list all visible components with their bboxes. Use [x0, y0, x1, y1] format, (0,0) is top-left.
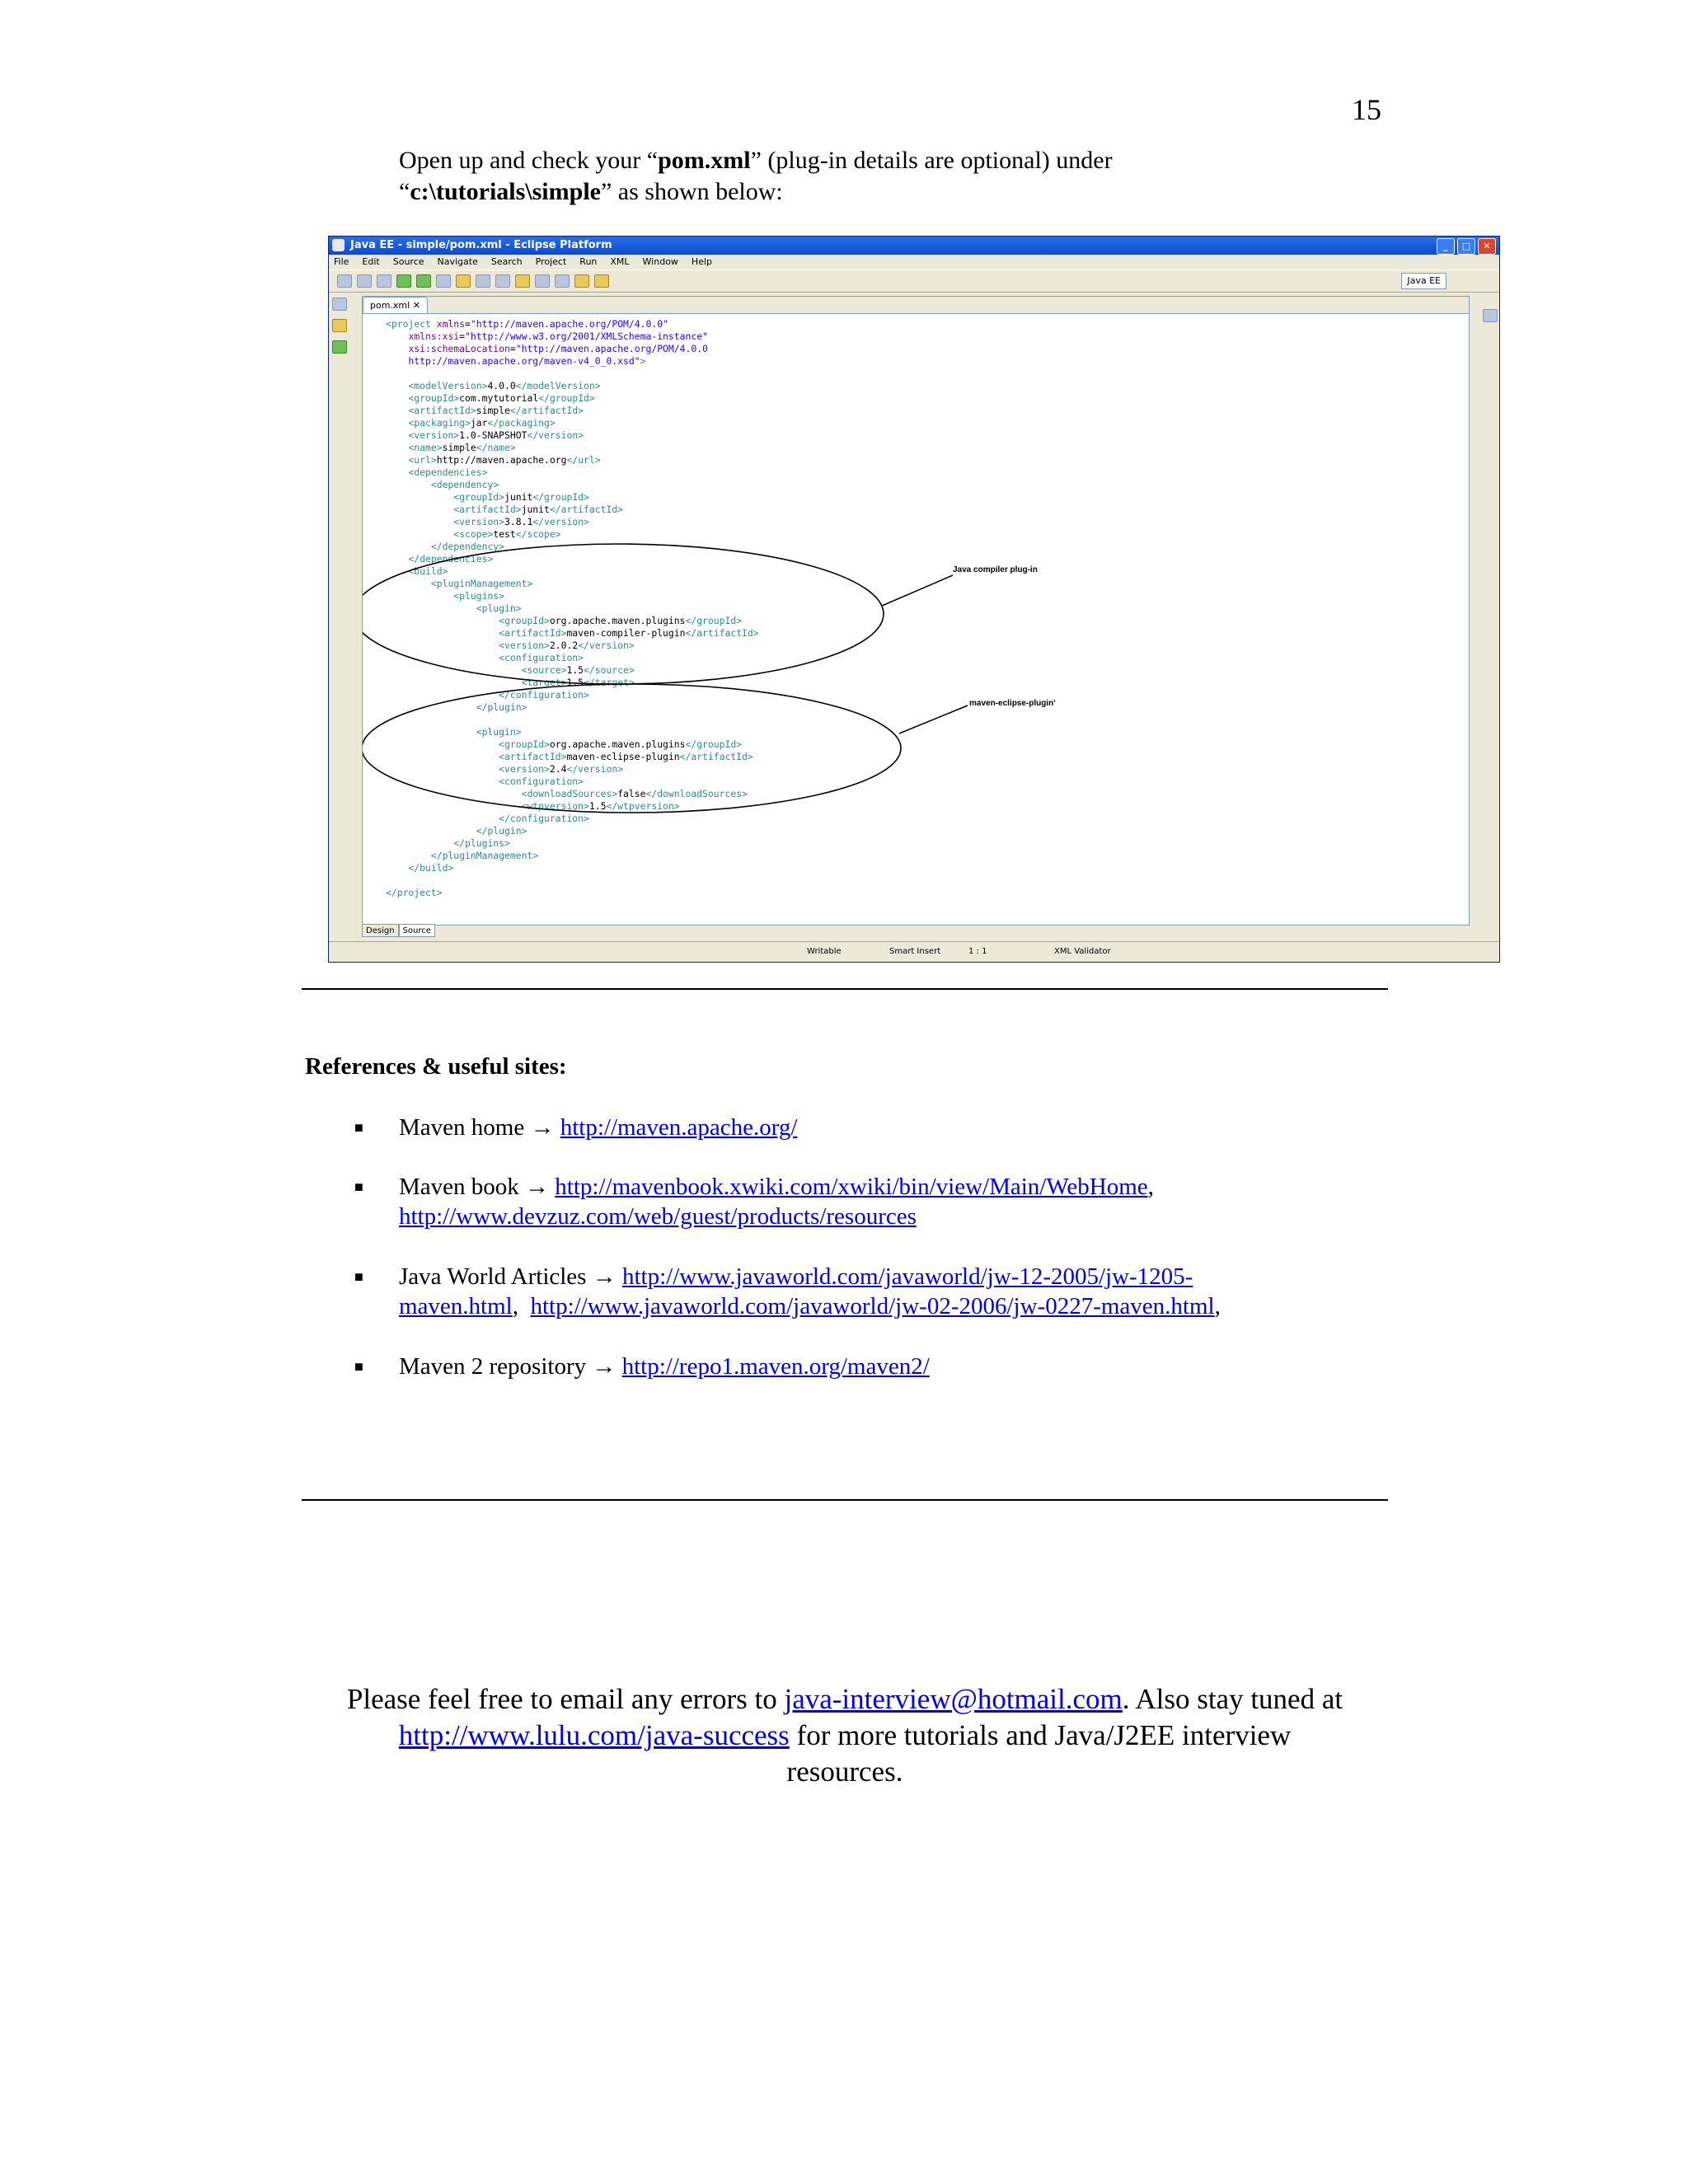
minimize-button[interactable]: _: [1437, 238, 1455, 255]
window-titlebar: [329, 237, 1499, 255]
close-button[interactable]: ✕: [1478, 238, 1496, 255]
lulu-link[interactable]: http://www.lulu.com/java-success: [398, 1719, 790, 1751]
new-icon[interactable]: [337, 274, 352, 288]
link-javaworld-2006[interactable]: http://www.javaworld.com/javaworld/jw-02-2006/jw-0227-maven.html: [530, 1293, 1215, 1319]
bullet-icon: ■: [354, 1268, 363, 1285]
menu-bar: [329, 255, 1499, 269]
divider-bottom: [302, 1499, 1388, 1501]
code-line: </configuration>: [499, 689, 589, 701]
code-line: <version>1.0-SNAPSHOT</version>: [408, 429, 584, 441]
reference-item-maven-repo: ■ Maven 2 repository → http://repo1.maven.org/maven2/: [354, 1353, 930, 1380]
status-writable: Writable: [807, 947, 842, 956]
code-line: http://maven.apache.org/maven-v4_0_0.xsd">: [386, 355, 646, 367]
email-link[interactable]: java-interview@hotmail.com: [784, 1683, 1123, 1715]
code-line: <name>simple</name>: [408, 442, 516, 453]
menu-file[interactable]: File: [334, 256, 349, 267]
search-icon[interactable]: [495, 274, 510, 288]
print-icon[interactable]: [377, 274, 392, 288]
menu-run[interactable]: Run: [579, 256, 598, 267]
code-line: <build>: [408, 565, 448, 577]
window-title: Java EE - simple/pom.xml - Eclipse Platform: [350, 239, 612, 251]
compiler-callout-line: [882, 575, 953, 606]
menu-search[interactable]: Search: [490, 256, 523, 267]
bullet-icon: ■: [354, 1119, 363, 1136]
code-line: </plugins>: [453, 837, 510, 849]
menu-help[interactable]: Help: [691, 256, 712, 267]
code-line: <dependency>: [430, 479, 499, 490]
restore-icon[interactable]: [332, 298, 347, 311]
annotation-overlay: [363, 297, 1469, 925]
code-line: <url>http://maven.apache.org</url>: [408, 454, 601, 466]
run-icon[interactable]: [416, 274, 431, 288]
outline-icon[interactable]: [1483, 309, 1498, 322]
code-line: xmlns:xsi="http://www.w3.org/2001/XMLSchema-instance": [408, 330, 708, 342]
status-cursor-position: 1 : 1: [968, 947, 987, 956]
left-trim: [329, 293, 349, 935]
intro-paragraph: Open up and check your “pom.xml” (plug-in details are optional) under “c:\tutorials\simple” as shown below:: [399, 147, 1113, 205]
save-icon[interactable]: [357, 274, 372, 288]
debug-icon[interactable]: [396, 274, 411, 288]
menu-navigate[interactable]: Navigate: [437, 256, 478, 267]
code-line: <groupId>org.apache.maven.plugins</groupId>: [499, 738, 743, 750]
code-line: </plugin>: [476, 825, 528, 837]
eclipse-icon: [332, 239, 345, 251]
code-line: <packaging>jar</packaging>: [408, 417, 556, 429]
code-line: <downloadSources>false</downloadSources>: [521, 788, 748, 799]
code-line: <plugin>: [476, 726, 522, 738]
code-line: <source>1.5</source>: [521, 664, 635, 676]
hierarchy-icon[interactable]: [332, 340, 347, 354]
eclipse-screenshot: [328, 236, 1500, 963]
bullet-icon: ■: [354, 1358, 363, 1375]
code-line: <groupId>junit</groupId>: [453, 491, 589, 503]
perspective-java-ee[interactable]: Java EE: [1401, 273, 1447, 289]
tab-source[interactable]: Source: [399, 924, 435, 937]
next-annotation-icon[interactable]: [555, 274, 570, 288]
code-line: <project xmlns="http://maven.apache.org/POM/4.0.0": [386, 318, 668, 330]
code-line: <pluginManagement>: [430, 578, 533, 589]
code-line: <scope>test</scope>: [453, 528, 561, 540]
code-line: </configuration>: [499, 813, 589, 824]
code-line: </build>: [408, 862, 454, 874]
reference-item-maven-book: ■ Maven book → http://mavenbook.xwiki.com/xwiki/bin/view/Main/WebHome, http://www.devzuz.com/web/guest/products/resources: [354, 1174, 1154, 1230]
link-devzuz[interactable]: http://www.devzuz.com/web/guest/products/resources: [399, 1203, 917, 1230]
divider-top: [302, 988, 1388, 990]
code-line: <configuration>: [499, 776, 584, 787]
eclipse-plugin-ellipse: [363, 684, 901, 813]
project-explorer-icon[interactable]: [332, 319, 347, 332]
menu-project[interactable]: Project: [535, 256, 567, 267]
status-validator: XML Validator: [1054, 947, 1111, 956]
code-line: </pluginManagement>: [430, 850, 539, 861]
menu-source[interactable]: Source: [392, 256, 424, 267]
right-trim: [1479, 293, 1499, 935]
tab-design[interactable]: Design: [362, 924, 399, 937]
xml-editor[interactable]: [362, 296, 1470, 926]
references-heading: References & useful sites:: [305, 1053, 567, 1080]
code-line: <target>1.5</target>: [521, 677, 635, 688]
code-line: <plugins>: [453, 590, 505, 602]
forward-icon[interactable]: [594, 274, 609, 288]
annotation-compiler-plugin: Java compiler plug-in: [953, 565, 1038, 574]
link-javaworld-2005[interactable]: http://www.javaworld.com/javaworld/jw-12-2005/jw-1205- maven.html: [399, 1263, 1193, 1319]
editor-bottom-tabs: [362, 924, 435, 937]
code-line: <groupId>org.apache.maven.plugins</groupId>: [499, 615, 743, 626]
status-insert-mode: Smart Insert: [889, 947, 941, 956]
annotation-eclipse-plugin: maven-eclipse-plugin': [969, 699, 1056, 708]
link-maven-book[interactable]: http://mavenbook.xwiki.com/xwiki/bin/view/Main/WebHome: [555, 1174, 1148, 1200]
code-line: <artifactId>maven-compiler-plugin</artifactId>: [499, 627, 759, 639]
code-line: <configuration>: [499, 652, 584, 663]
status-bar: [329, 941, 1499, 962]
code-line: <version>3.8.1</version>: [453, 516, 589, 527]
folder-icon[interactable]: [515, 274, 530, 288]
code-line: <version>2.0.2</version>: [499, 640, 635, 651]
new-server-icon[interactable]: [456, 274, 471, 288]
tab-pom-xml[interactable]: pom.xml ✕: [363, 297, 428, 313]
code-line: <version>2.4</version>: [499, 763, 624, 775]
reference-item-javaworld: ■ Java World Articles → http://www.javaworld.com/javaworld/jw-12-2005/jw-1205- maven.html, http://www.javaworld.com/javaworld/jw-02-2006/jw-0227-maven.html,: [354, 1263, 1221, 1319]
open-type-icon[interactable]: [476, 274, 490, 288]
code-line: <artifactId>junit</artifactId>: [453, 504, 624, 515]
reference-item-maven-home: ■ Maven home → http://maven.apache.org/: [354, 1114, 798, 1141]
code-line: <artifactId>maven-eclipse-plugin</artifactId>: [499, 751, 753, 762]
code-line: <modelVersion>4.0.0</modelVersion>: [408, 380, 601, 391]
menu-edit[interactable]: Edit: [362, 256, 380, 267]
bullet-icon: ■: [354, 1179, 363, 1195]
menu-window[interactable]: Window: [642, 256, 678, 267]
code-line: <wtpversion>1.5</wtpversion>: [521, 800, 680, 812]
code-line: </dependencies>: [408, 553, 494, 565]
globe-icon[interactable]: [535, 274, 550, 288]
code-line: </plugin>: [476, 701, 528, 713]
footer-message: Please feel free to email any errors to java-interview@hotmail.com. Also stay tuned at http://www.lulu.com/java-success for more tutorials and Java/J2EE interview resources.: [346, 1683, 1343, 1788]
code-line: <plugin>: [476, 602, 522, 614]
code-line: </dependency>: [430, 541, 505, 552]
maximize-button[interactable]: □: [1457, 238, 1475, 255]
code-line: </project>: [386, 887, 443, 898]
compiler-plugin-ellipse: [363, 544, 884, 684]
code-line: <dependencies>: [408, 466, 488, 478]
code-line: xsi:schemaLocation="http://maven.apache.org/POM/4.0.0: [408, 343, 708, 354]
main-toolbar: [329, 269, 1499, 293]
code-line: <groupId>com.mytutorial</groupId>: [408, 392, 595, 404]
link-maven-repo[interactable]: http://repo1.maven.org/maven2/: [621, 1353, 930, 1380]
eclipse-callout-line: [899, 705, 968, 733]
menu-xml[interactable]: XML: [610, 256, 630, 267]
link-maven-home[interactable]: http://maven.apache.org/: [560, 1114, 798, 1141]
external-tools-icon[interactable]: [436, 274, 451, 288]
back-icon[interactable]: [574, 274, 589, 288]
code-line: <artifactId>simple</artifactId>: [408, 405, 584, 416]
page-number: 15: [1352, 93, 1381, 126]
